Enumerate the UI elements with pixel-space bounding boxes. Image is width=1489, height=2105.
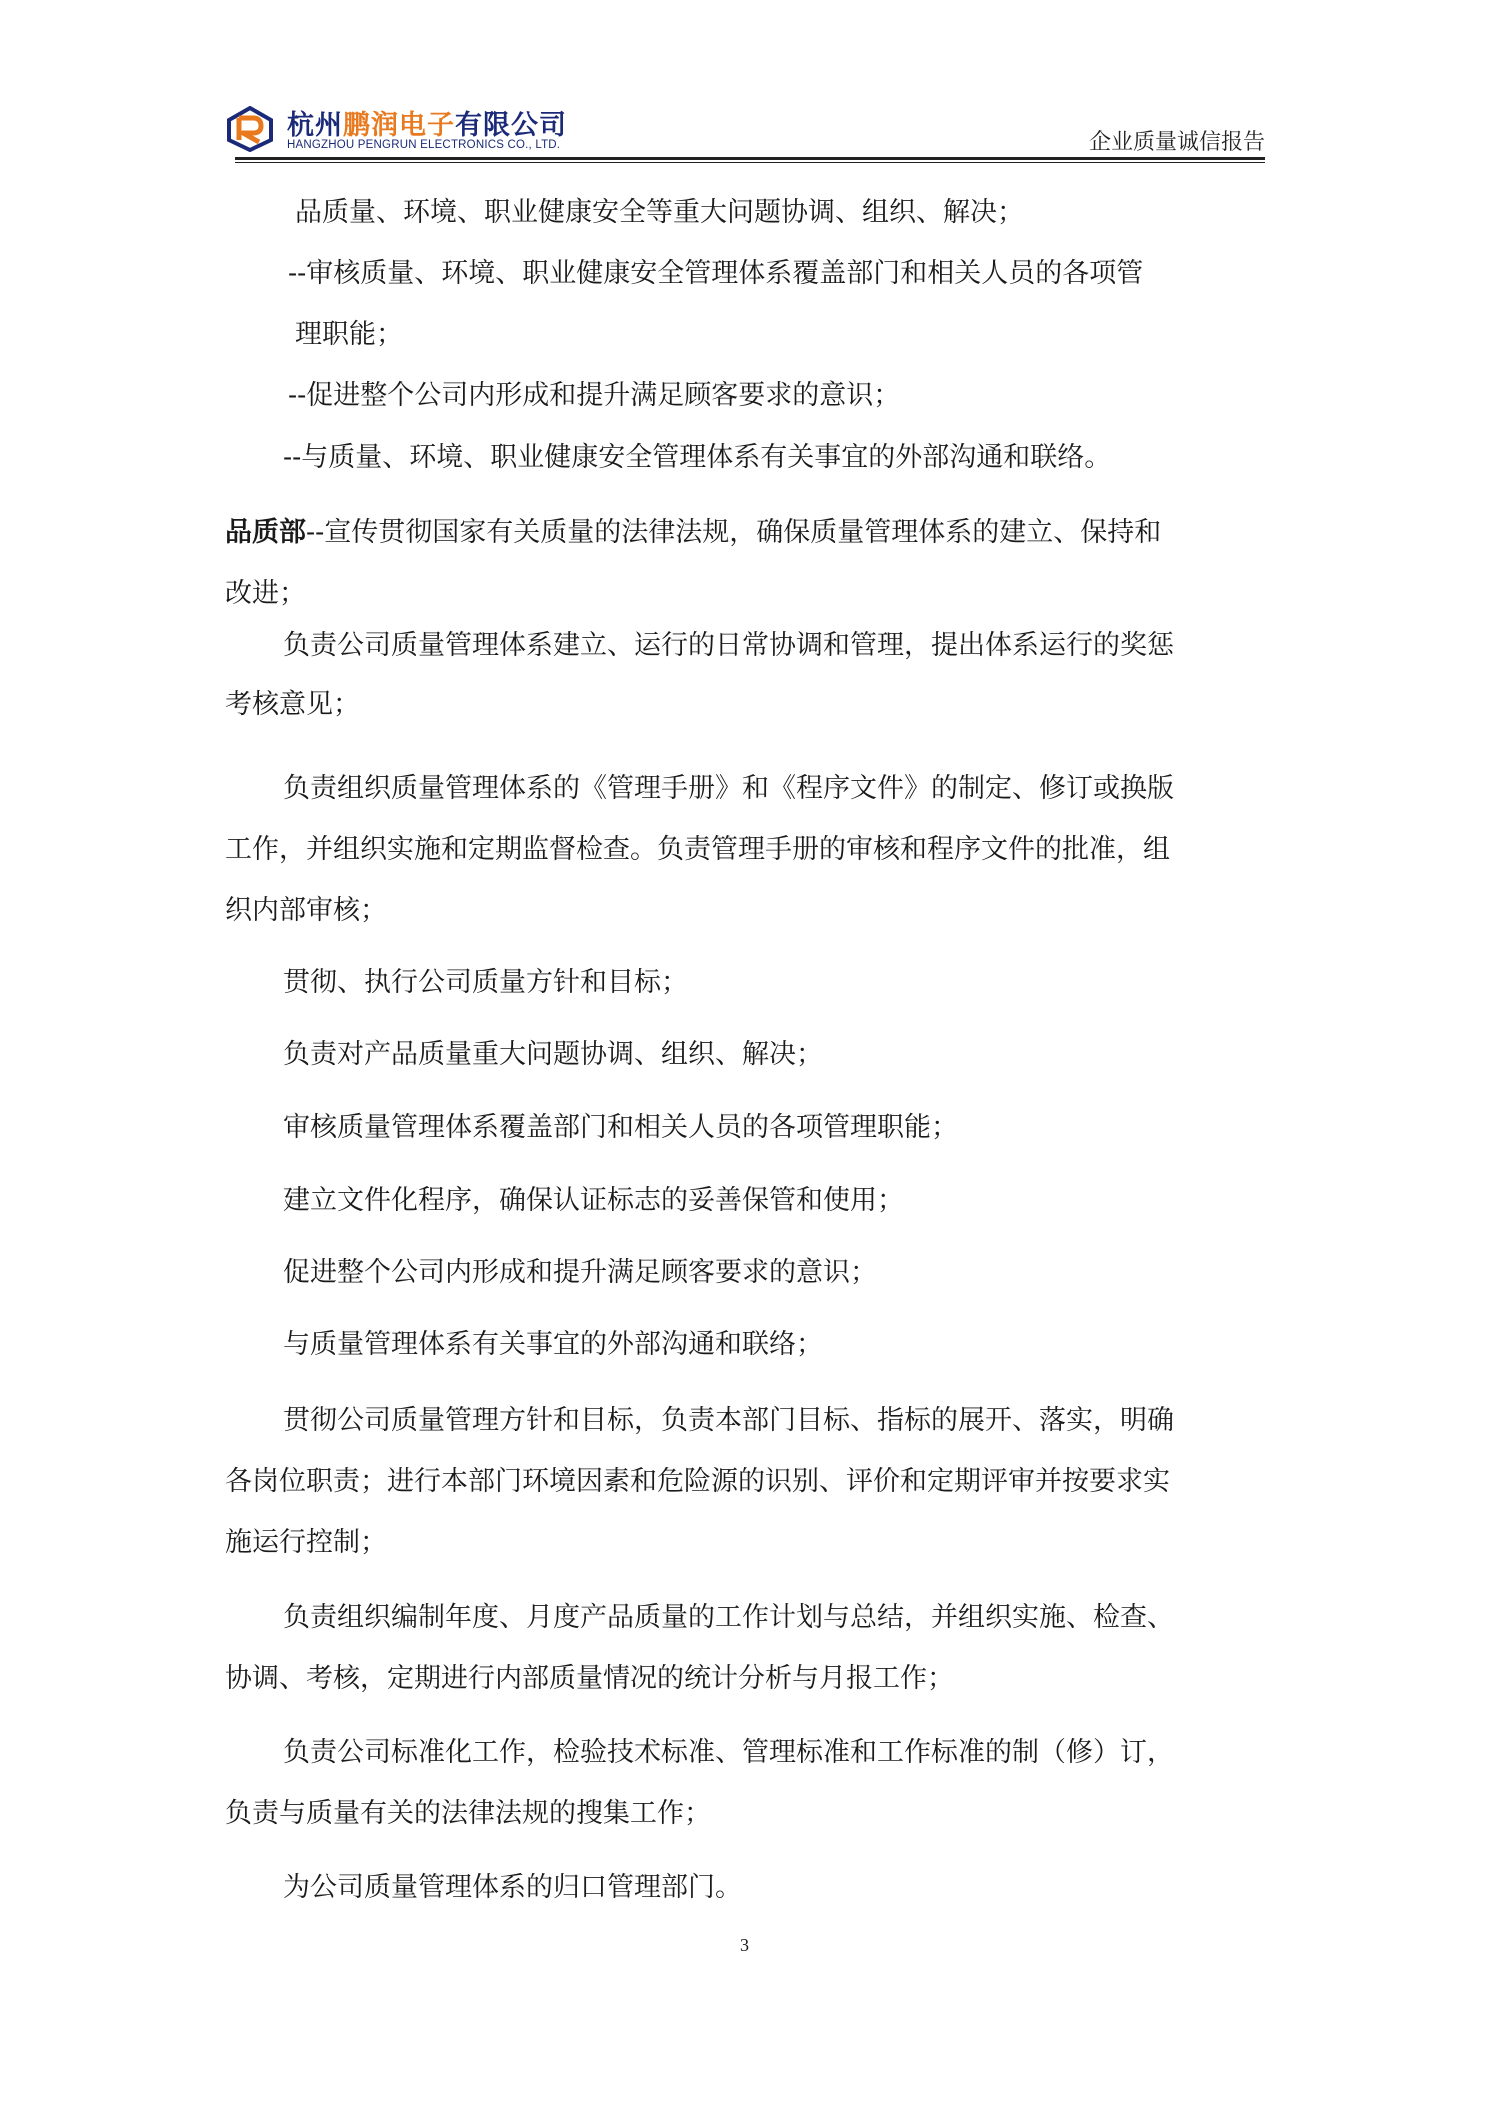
body-line: 协调、考核，定期进行内部质量情况的统计分析与月报工作； [225,1663,954,1694]
body-line: 负责与质量有关的法律法规的搜集工作； [225,1798,711,1829]
company-name-cn: 杭州鹏润电子有限公司 [287,110,567,141]
header-divider [235,157,1265,160]
body-line: --审核质量、环境、职业健康安全管理体系覆盖部门和相关人员的各项管 [288,258,1144,289]
header-divider-thin [235,162,1265,163]
body-line: 负责对产品质量重大问题协调、组织、解决； [283,1039,823,1070]
body-line: 施运行控制； [225,1527,387,1558]
body-line: 建立文件化程序，确保认证标志的妥善保管和使用； [283,1185,904,1216]
body-line: 与质量管理体系有关事宜的外部沟通和联络； [283,1329,823,1360]
dept-text: --宣传贯彻国家有关质量的法律法规，确保质量管理体系的建立、保持和 [306,517,1162,548]
body-line: 考核意见； [225,689,360,720]
body-line: --与质量、环境、职业健康安全管理体系有关事宜的外部沟通和联络。 [283,442,1112,473]
company-name-en: HANGZHOU PENGRUN ELECTRONICS CO., LTD. [287,139,561,151]
body-line: 织内部审核； [225,895,387,926]
body-line: 负责组织质量管理体系的《管理手册》和《程序文件》的制定、修订或换版 [283,773,1174,804]
body-line: --促进整个公司内形成和提升满足顾客要求的意识； [288,380,901,411]
body-line: 负责组织编制年度、月度产品质量的工作计划与总结，并组织实施、检查、 [283,1602,1174,1633]
body-line: 审核质量管理体系覆盖部门和相关人员的各项管理职能； [283,1112,958,1143]
body-line: 改进； [225,578,306,609]
body-line: 工作，并组织实施和定期监督检查。负责管理手册的审核和程序文件的批准，组 [225,834,1170,865]
body-line: 负责公司标准化工作，检验技术标准、管理标准和工作标准的制（修）订， [283,1737,1174,1768]
body-line: 理职能； [295,319,403,350]
company-logo-icon [225,106,275,152]
dept-heading-line [225,515,1161,551]
report-title: 企业质量诚信报告 [1088,130,1265,155]
body-line: 品质量、环境、职业健康安全等重大问题协调、组织、解决； [295,197,1024,228]
body-line: 贯彻公司质量管理方针和目标，负责本部门目标、指标的展开、落实，明确 [283,1405,1174,1436]
body-line: 贯彻、执行公司质量方针和目标； [283,967,688,998]
body-line: 负责公司质量管理体系建立、运行的日常协调和管理，提出体系运行的奖惩 [283,630,1174,661]
body-line: 为公司质量管理体系的归口管理部门。 [283,1872,742,1903]
page-header [225,98,1265,158]
page-number: 3 [740,1935,749,1955]
dept-label: 品质部 [225,517,306,548]
body-line: 促进整个公司内形成和提升满足顾客要求的意识； [283,1257,877,1288]
body-line: 各岗位职责；进行本部门环境因素和危险源的识别、评价和定期评审并按要求实 [225,1466,1170,1497]
